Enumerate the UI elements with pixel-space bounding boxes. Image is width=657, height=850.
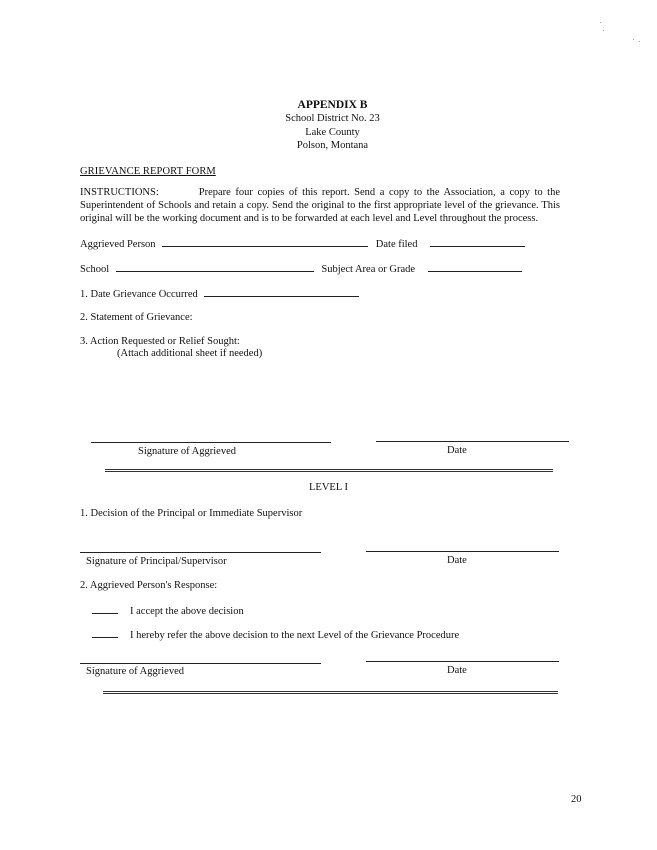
aggrieved-person-label: Aggrieved Person bbox=[80, 239, 156, 250]
accept-label: I accept the above decision bbox=[130, 606, 244, 617]
date-signature-line[interactable] bbox=[376, 441, 569, 442]
action-requested-label: 3. Action Requested or Relief Sought: bbox=[80, 336, 240, 347]
scan-speck bbox=[600, 22, 601, 23]
school-label: School bbox=[80, 264, 110, 275]
attach-note: (Attach additional sheet if needed) bbox=[117, 348, 263, 359]
date-occurred-field[interactable] bbox=[204, 287, 359, 297]
aggrieved-signature-line-2[interactable] bbox=[80, 663, 321, 664]
page-number: 20 bbox=[571, 794, 582, 805]
form-title: GRIEVANCE REPORT FORM bbox=[80, 166, 216, 177]
level-heading: LEVEL I bbox=[309, 482, 348, 493]
scan-speck bbox=[633, 39, 634, 40]
principal-date-label: Date bbox=[447, 555, 467, 566]
city-line: Polson, Montana bbox=[296, 139, 369, 151]
date-filed-label: Date filed bbox=[375, 239, 418, 250]
decision-label: 1. Decision of the Principal or Immediate Supervisor bbox=[80, 508, 303, 519]
section-divider bbox=[105, 469, 553, 472]
appendix-title: APPENDIX B bbox=[297, 99, 368, 111]
bottom-divider bbox=[103, 691, 558, 694]
accept-checkbox-blank[interactable] bbox=[92, 604, 118, 614]
subject-area-field[interactable] bbox=[428, 262, 522, 272]
county-line: Lake County bbox=[305, 126, 360, 138]
date-occurred-row bbox=[80, 287, 359, 301]
date-occurred-label: 1. Date Grievance Occurred bbox=[80, 289, 198, 300]
refer-checkbox-blank[interactable] bbox=[92, 628, 118, 638]
date-label: Date bbox=[447, 445, 467, 456]
district-line: School District No. 23 bbox=[285, 113, 380, 125]
principal-signature-line[interactable] bbox=[80, 552, 321, 553]
scan-speck bbox=[603, 30, 604, 31]
school-field[interactable] bbox=[116, 262, 314, 272]
aggrieved-date-line-2[interactable] bbox=[366, 661, 559, 662]
response-label: 2. Aggrieved Person's Response: bbox=[80, 580, 218, 591]
principal-date-line[interactable] bbox=[366, 551, 559, 552]
date-filed-field[interactable] bbox=[430, 237, 525, 247]
scan-speck bbox=[639, 41, 640, 42]
instructions-label: INSTRUCTIONS: bbox=[80, 187, 159, 198]
refer-option bbox=[92, 628, 459, 642]
aggrieved-date-label-2: Date bbox=[447, 665, 467, 676]
instructions bbox=[80, 186, 560, 225]
principal-signature-label: Signature of Principal/Supervisor bbox=[86, 556, 227, 567]
aggrieved-signature-line[interactable] bbox=[91, 442, 331, 443]
aggrieved-signature-label: Signature of Aggrieved bbox=[138, 446, 236, 457]
aggrieved-signature-label-2: Signature of Aggrieved bbox=[86, 666, 184, 677]
refer-label: I hereby refer the above decision to the next Level of the Grievance Procedure bbox=[130, 630, 460, 641]
document-header bbox=[0, 98, 657, 152]
aggrieved-person-field[interactable] bbox=[162, 237, 368, 247]
instructions-text: Prepare four copies of this report. Send a copy to the Association, a copy to the Superintendent of Schools and retain a copy. Send the original to the first appropriate level of the grievance. This original will be the working document and is to be forwarded at each level and Level throughout the process. bbox=[80, 187, 560, 225]
subject-area-label: Subject Area or Grade bbox=[321, 264, 416, 275]
school-row bbox=[80, 262, 522, 276]
aggrieved-person-row bbox=[80, 237, 525, 251]
accept-option bbox=[92, 604, 244, 618]
statement-label: 2. Statement of Grievance: bbox=[80, 312, 193, 323]
